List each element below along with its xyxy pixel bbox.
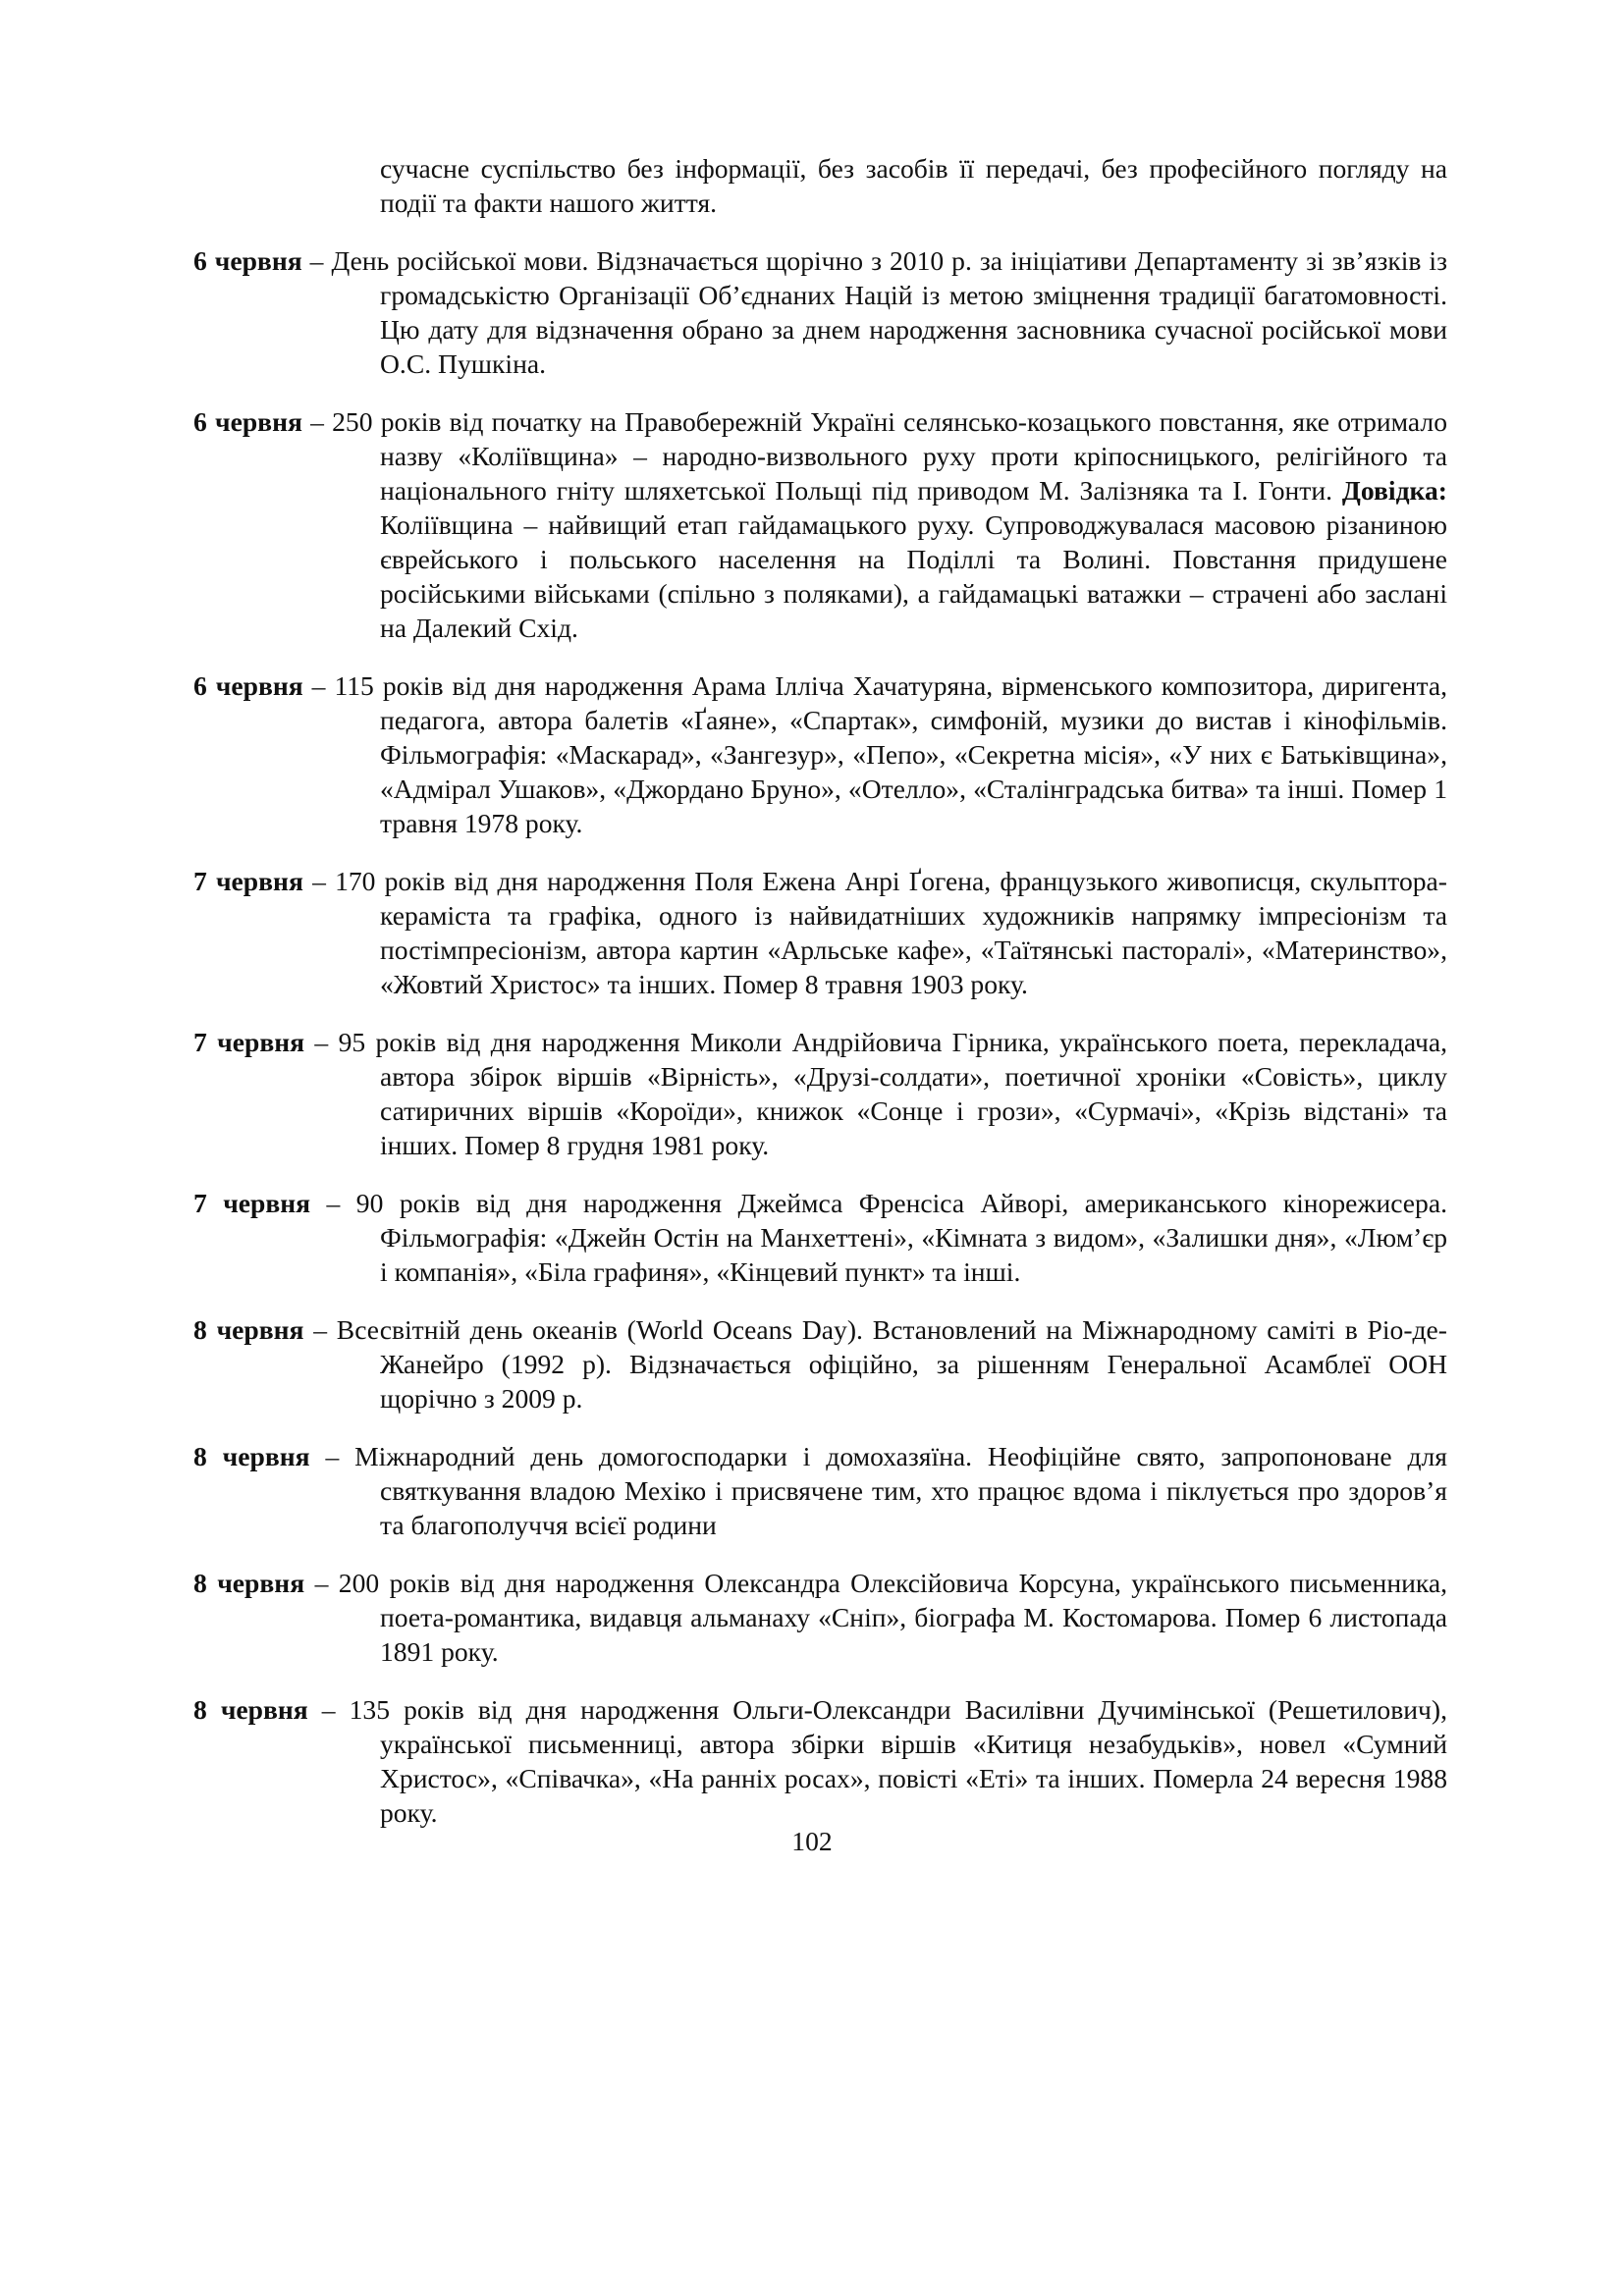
calendar-entry	[193, 864, 1447, 1001]
entry-text: – 95 років від дня народження Миколи Андрійовича Гірника, українського поета, перекладача, автора збірок віршів «Вірність», «Друзі-солдати», поетичної хроніки «Совість», циклу сатиричних віршів «Короїди», книжок «Сонце і грози», «Сурмачі», «Крізь відстані» та інших. Помер 8 грудня 1981 року.	[304, 1027, 1447, 1160]
calendar-entry	[193, 1025, 1447, 1162]
entry-date: 7 червня	[193, 1027, 305, 1057]
entry-date: 7 червня	[193, 1188, 311, 1218]
entry-date: 7 червня	[193, 866, 303, 896]
document-page	[193, 151, 1447, 1853]
entry-date: 6 червня	[193, 245, 302, 276]
entry-text: – Міжнародний день домогосподарки і домохазяїна. Неофіційне свято, запропоноване для святкування владою Мехіко і присвячене тим, хто працює вдома і піклується про здоров’я та благополуччя всієї родини	[309, 1441, 1447, 1540]
continuation-paragraph: сучасне суспільство без інформації, без засобів її передачі, без професійного погляду на події та факти нашого життя.	[380, 153, 1447, 218]
page-number: 102	[791, 1826, 833, 1856]
entry-text: – 115 років від дня народження Арама Ілліча Хачатуряна, вірменського композитора, диригента, педагога, автора балетів «Ґаяне», «Спартак», симфоній, музики до вистав і кінофільмів. Фільмографія: «Маскарад», «Зангезур», «Пепо», «Секретна місія», «У них є Батьківщина», «Адмірал Ушаков», «Джордано Бруно», «Отелло», «Сталінградська битва» та інші. Помер 1 травня 1978 року.	[302, 670, 1447, 838]
calendar-entry	[193, 668, 1447, 840]
entry-text: – День російської мови. Відзначається щорічно з 2010 р. за ініціативи Департаменту зі зв’язків із громадськістю Організації Об’єднаних Націй із метою зміцнення традиції багатомовності. Цю дату для відзначення обрано за днем народження засновника сучасної російської мови О.С. Пушкіна.	[301, 245, 1447, 379]
reference-label: Довідка:	[1341, 475, 1447, 506]
entry-text: – 200 років від дня народження Олександра Олексійовича Корсуна, українського письменника, поета-романтика, видавця альманаху «Сніп», біографа М. Костомарова. Помер 6 листопада 1891 року.	[304, 1568, 1447, 1667]
entry-text: – 90 років від дня народження Джеймса Френсіса Айворі, американського кінорежисера. Фільмографія: «Джейн Остін на Манхеттені», «Кімната з видом», «Залишки дня», «Люм’єр і компанія», «Біла графиня», «Кінцевий пункт» та інші.	[310, 1188, 1447, 1287]
entry-text: – 250 років від початку на Правобережній Україні селянсько-козацького повстання, яке отримало назву «Коліївщина» – народно-визвольного руху проти кріпосницького, релігійного та національного гніту шляхетської Польщі під приводом М. Залізняка та І. Гонти.	[301, 406, 1447, 506]
calendar-entry	[193, 1692, 1447, 1830]
calendar-entry	[193, 1312, 1447, 1415]
entry-date: 8 червня	[193, 1694, 308, 1725]
entry-text: – 170 років від дня народження Поля Ежена Анрі Ґогена, французького живописця, скульптора-кераміста та графіка, одного із найвидатніших художників напрямку імпресіонізм та постімпресіонізм, автора картин «Арльське кафе», «Таїтянські пасторалі», «Материнство», «Жовтий Христос» та інших. Помер 8 травня 1903 року.	[302, 866, 1447, 999]
calendar-entry	[193, 1566, 1447, 1669]
calendar-entry	[193, 404, 1447, 645]
entry-date: 6 червня	[193, 670, 303, 701]
entry-date: 6 червня	[193, 406, 302, 437]
entry-text: – 135 років від дня народження Ольги-Олександри Василівни Дучимінської (Решетилович), української письменниці, автора збірки віршів «Китиця незабудьків», новел «Сумний Христос», «Співачка», «На ранніх росах», повісті «Еті» та інших. Померла 24 вересня 1988 року.	[307, 1694, 1447, 1828]
entry-date: 8 червня	[193, 1314, 304, 1345]
entry-date: 8 червня	[193, 1568, 305, 1598]
entry-text: – Всесвітній день океанів (World Oceans Day). Встановлений на Міжнародному саміті в Ріо-де-Жанейро (1992 р). Відзначається офіційно, за рішенням Генеральної Асамблеї ООН щорічно з 2009 р.	[303, 1314, 1447, 1414]
calendar-entry	[193, 1186, 1447, 1289]
entry-date: 8 червня	[193, 1441, 310, 1471]
calendar-entry	[193, 1439, 1447, 1542]
calendar-entry	[193, 243, 1447, 381]
reference-text: Коліївщина – найвищий етап гайдамацького руху. Супроводжувалася масовою різаниною єврейського і польського населення на Поділлі та Волині. Повстання придушене російськими військами (спільно з поляками), а гайдамацькі ватажки – страчені або заслані на Далекий Схід.	[380, 509, 1447, 643]
